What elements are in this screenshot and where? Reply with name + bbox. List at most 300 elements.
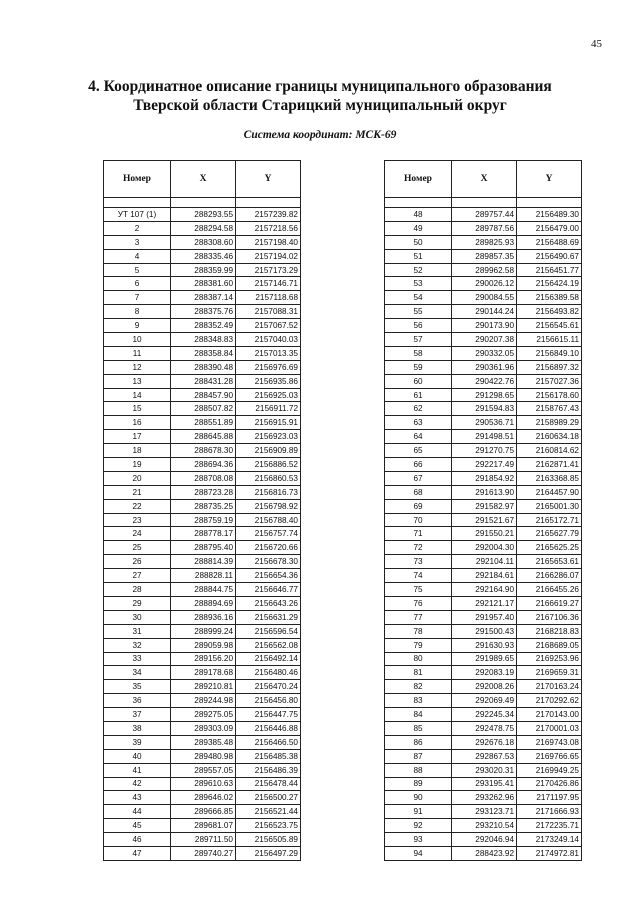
x-coordinate-cell: 288358.84 — [171, 346, 236, 360]
x-coordinate-cell: 291521.67 — [452, 513, 517, 527]
table-row — [385, 791, 582, 805]
y-coordinate-cell: 2156860.53 — [236, 471, 301, 485]
point-number-cell: 24 — [104, 527, 171, 541]
table-row — [104, 721, 301, 735]
point-number-cell: 18 — [104, 444, 171, 458]
x-coordinate-cell: 289610.63 — [171, 777, 236, 791]
x-coordinate-cell: 288936.16 — [171, 610, 236, 624]
y-coordinate-cell: 2166619.27 — [517, 596, 582, 610]
y-coordinate-cell: 2156493.82 — [517, 305, 582, 319]
y-coordinate-cell: 2165172.71 — [517, 513, 582, 527]
table-row — [104, 763, 301, 777]
x-coordinate-cell: 291594.83 — [452, 402, 517, 416]
y-coordinate-cell: 2169659.31 — [517, 666, 582, 680]
y-coordinate-cell: 2157118.68 — [236, 291, 301, 305]
point-number-cell: 15 — [104, 402, 171, 416]
table-row — [104, 805, 301, 819]
x-coordinate-cell: 289244.98 — [171, 694, 236, 708]
page-number: 45 — [591, 38, 602, 50]
x-coordinate-cell: 288390.48 — [171, 360, 236, 374]
y-coordinate-cell: 2156678.30 — [236, 555, 301, 569]
table-row — [385, 527, 582, 541]
table-row — [104, 596, 301, 610]
x-coordinate-cell: 288778.17 — [171, 527, 236, 541]
x-coordinate-cell: 288359.99 — [171, 263, 236, 277]
x-coordinate-cell: 292121.17 — [452, 596, 517, 610]
point-number-cell: 81 — [385, 666, 452, 680]
x-coordinate-cell: 291989.65 — [452, 652, 517, 666]
title-line-1: 4. Координатное описание границы муниципального образования — [88, 78, 552, 95]
table-row — [104, 471, 301, 485]
x-coordinate-cell: 291630.93 — [452, 638, 517, 652]
table-row — [104, 374, 301, 388]
table-row — [385, 749, 582, 763]
y-coordinate-cell: 2165653.61 — [517, 555, 582, 569]
point-number-cell: 48 — [385, 208, 452, 222]
x-coordinate-cell: 291298.65 — [452, 388, 517, 402]
y-coordinate-cell: 2156646.77 — [236, 583, 301, 597]
y-coordinate-cell: 2158989.29 — [517, 416, 582, 430]
point-number-cell: 7 — [104, 291, 171, 305]
y-coordinate-cell: 2156915.91 — [236, 416, 301, 430]
x-coordinate-cell: 291270.75 — [452, 444, 517, 458]
table-row — [104, 444, 301, 458]
x-coordinate-cell: 289711.50 — [171, 833, 236, 847]
y-coordinate-cell: 2170426.86 — [517, 777, 582, 791]
x-coordinate-cell: 288708.08 — [171, 471, 236, 485]
spacer-cell — [452, 198, 517, 208]
table-row — [385, 833, 582, 847]
table-row — [385, 721, 582, 735]
x-coordinate-cell: 289857.35 — [452, 249, 517, 263]
table-row — [104, 291, 301, 305]
x-coordinate-cell: 288431.28 — [171, 374, 236, 388]
y-coordinate-cell: 2168689.05 — [517, 638, 582, 652]
table-header-row — [385, 161, 582, 198]
table-row — [104, 555, 301, 569]
y-coordinate-cell: 2174972.81 — [517, 846, 582, 860]
y-coordinate-cell: 2157013.35 — [236, 346, 301, 360]
y-coordinate-cell: 2156446.88 — [236, 721, 301, 735]
table-row — [104, 652, 301, 666]
y-coordinate-cell: 2156615.11 — [517, 333, 582, 347]
y-coordinate-cell: 2165625.25 — [517, 541, 582, 555]
point-number-cell: 13 — [104, 374, 171, 388]
table-row — [104, 499, 301, 513]
point-number-cell: 42 — [104, 777, 171, 791]
y-coordinate-cell: 2156451.77 — [517, 263, 582, 277]
table-row — [385, 291, 582, 305]
point-number-cell: 35 — [104, 680, 171, 694]
x-coordinate-cell: 288894.69 — [171, 596, 236, 610]
table-row — [104, 541, 301, 555]
x-coordinate-cell: 293020.31 — [452, 763, 517, 777]
point-number-cell: 10 — [104, 333, 171, 347]
x-coordinate-cell: 288678.30 — [171, 444, 236, 458]
x-coordinate-cell: 289385.48 — [171, 735, 236, 749]
table-row — [104, 249, 301, 263]
table-row — [385, 346, 582, 360]
table-row — [104, 666, 301, 680]
point-number-cell: 38 — [104, 721, 171, 735]
point-number-cell: 68 — [385, 485, 452, 499]
y-coordinate-cell: 2169766.65 — [517, 749, 582, 763]
point-number-cell: 87 — [385, 749, 452, 763]
y-coordinate-cell: 2156486.39 — [236, 763, 301, 777]
point-number-cell: 32 — [104, 638, 171, 652]
point-number-cell: 33 — [104, 652, 171, 666]
x-coordinate-cell: 290173.90 — [452, 319, 517, 333]
y-coordinate-cell: 2158767.43 — [517, 402, 582, 416]
table-row — [104, 513, 301, 527]
y-coordinate-cell: 2168218.83 — [517, 624, 582, 638]
y-coordinate-cell: 2156500.27 — [236, 791, 301, 805]
table-row — [104, 708, 301, 722]
table-row — [385, 763, 582, 777]
y-coordinate-cell: 2156492.14 — [236, 652, 301, 666]
x-coordinate-cell: 289757.44 — [452, 208, 517, 222]
table-row — [104, 846, 301, 860]
x-coordinate-cell: 288814.39 — [171, 555, 236, 569]
point-number-cell: 71 — [385, 527, 452, 541]
x-coordinate-cell: 289059.98 — [171, 638, 236, 652]
coordinates-table-right — [384, 160, 582, 861]
x-coordinate-cell: 291498.51 — [452, 430, 517, 444]
x-coordinate-cell: 292069.49 — [452, 694, 517, 708]
y-coordinate-cell: 2169253.96 — [517, 652, 582, 666]
x-coordinate-cell: 289740.27 — [171, 846, 236, 860]
point-number-cell: 69 — [385, 499, 452, 513]
y-coordinate-cell: 2156654.36 — [236, 569, 301, 583]
point-number-cell: 17 — [104, 430, 171, 444]
y-coordinate-cell: 2164457.90 — [517, 485, 582, 499]
x-coordinate-cell: 288348.83 — [171, 333, 236, 347]
point-number-cell: 39 — [104, 735, 171, 749]
y-coordinate-cell: 2157198.40 — [236, 235, 301, 249]
point-number-cell: 9 — [104, 319, 171, 333]
table-row — [104, 346, 301, 360]
table-row — [104, 430, 301, 444]
table-row — [104, 680, 301, 694]
point-number-cell: 64 — [385, 430, 452, 444]
point-number-cell: 59 — [385, 360, 452, 374]
x-coordinate-cell: 291957.40 — [452, 610, 517, 624]
y-coordinate-cell: 2156389.58 — [517, 291, 582, 305]
point-number-cell: 61 — [385, 388, 452, 402]
table-row — [104, 819, 301, 833]
y-coordinate-cell: 2156478.44 — [236, 777, 301, 791]
x-coordinate-cell: 288294.58 — [171, 221, 236, 235]
table-row — [385, 430, 582, 444]
table-row — [385, 249, 582, 263]
table-row — [104, 235, 301, 249]
point-number-cell: 85 — [385, 721, 452, 735]
point-number-cell: 27 — [104, 569, 171, 583]
y-coordinate-cell: 2172235.71 — [517, 819, 582, 833]
table-row — [104, 610, 301, 624]
table-row — [385, 666, 582, 680]
table-row — [104, 416, 301, 430]
y-coordinate-cell: 2157173.29 — [236, 263, 301, 277]
point-number-cell: 84 — [385, 708, 452, 722]
x-coordinate-cell: 291854.92 — [452, 471, 517, 485]
x-coordinate-cell: 288423.92 — [452, 846, 517, 860]
point-number-cell: 50 — [385, 235, 452, 249]
table-row — [104, 485, 301, 499]
table-row — [385, 680, 582, 694]
table-row — [385, 694, 582, 708]
point-number-cell: 2 — [104, 221, 171, 235]
table-row — [104, 583, 301, 597]
x-coordinate-cell: 291613.90 — [452, 485, 517, 499]
table-row — [385, 319, 582, 333]
y-coordinate-cell: 2157239.82 — [236, 208, 301, 222]
y-coordinate-cell: 2156757.74 — [236, 527, 301, 541]
table-row — [104, 305, 301, 319]
point-number-cell: УТ 107 (1) — [104, 208, 171, 222]
point-number-cell: 21 — [104, 485, 171, 499]
y-coordinate-cell: 2157040.03 — [236, 333, 301, 347]
y-coordinate-cell: 2156596.54 — [236, 624, 301, 638]
x-coordinate-cell: 292676.18 — [452, 735, 517, 749]
point-number-cell: 86 — [385, 735, 452, 749]
point-number-cell: 54 — [385, 291, 452, 305]
title-line-2: Тверской области Старицкий муниципальный округ — [133, 97, 507, 114]
y-coordinate-cell: 2157088.31 — [236, 305, 301, 319]
column-header-y: Y — [517, 161, 582, 198]
table-row — [385, 235, 582, 249]
table-row — [385, 471, 582, 485]
y-coordinate-cell: 2156643.26 — [236, 596, 301, 610]
x-coordinate-cell: 288457.90 — [171, 388, 236, 402]
table-row — [385, 388, 582, 402]
table-row — [104, 319, 301, 333]
table-row — [385, 583, 582, 597]
column-header-x: X — [452, 161, 517, 198]
x-coordinate-cell: 290084.55 — [452, 291, 517, 305]
table-header-row — [104, 161, 301, 198]
y-coordinate-cell: 2162871.41 — [517, 458, 582, 472]
x-coordinate-cell: 290026.12 — [452, 277, 517, 291]
point-number-cell: 79 — [385, 638, 452, 652]
x-coordinate-cell: 289275.05 — [171, 708, 236, 722]
spacer-cell — [517, 198, 582, 208]
y-coordinate-cell: 2156976.69 — [236, 360, 301, 374]
x-coordinate-cell: 289303.09 — [171, 721, 236, 735]
point-number-cell: 89 — [385, 777, 452, 791]
point-number-cell: 94 — [385, 846, 452, 860]
x-coordinate-cell: 289666.85 — [171, 805, 236, 819]
point-number-cell: 90 — [385, 791, 452, 805]
x-coordinate-cell: 289646.02 — [171, 791, 236, 805]
point-number-cell: 3 — [104, 235, 171, 249]
y-coordinate-cell: 2157067.52 — [236, 319, 301, 333]
point-number-cell: 76 — [385, 596, 452, 610]
y-coordinate-cell: 2156897.32 — [517, 360, 582, 374]
y-coordinate-cell: 2156562.08 — [236, 638, 301, 652]
point-number-cell: 29 — [104, 596, 171, 610]
x-coordinate-cell: 288735.25 — [171, 499, 236, 513]
spacer-cell — [104, 198, 171, 208]
point-number-cell: 20 — [104, 471, 171, 485]
x-coordinate-cell: 288381.60 — [171, 277, 236, 291]
x-coordinate-cell: 288375.76 — [171, 305, 236, 319]
table-row — [104, 458, 301, 472]
table-row — [104, 277, 301, 291]
table-row — [385, 305, 582, 319]
point-number-cell: 36 — [104, 694, 171, 708]
y-coordinate-cell: 2156466.50 — [236, 735, 301, 749]
point-number-cell: 28 — [104, 583, 171, 597]
y-coordinate-cell: 2156788.40 — [236, 513, 301, 527]
y-coordinate-cell: 2171666.93 — [517, 805, 582, 819]
x-coordinate-cell: 289825.93 — [452, 235, 517, 249]
point-number-cell: 45 — [104, 819, 171, 833]
table-spacer-row — [104, 198, 301, 208]
y-coordinate-cell: 2156480.46 — [236, 666, 301, 680]
x-coordinate-cell: 291500.43 — [452, 624, 517, 638]
document-title — [0, 77, 640, 115]
x-coordinate-cell: 290422.76 — [452, 374, 517, 388]
y-coordinate-cell: 2156505.89 — [236, 833, 301, 847]
y-coordinate-cell: 2170143.00 — [517, 708, 582, 722]
table-row — [385, 402, 582, 416]
spacer-cell — [385, 198, 452, 208]
x-coordinate-cell: 289480.98 — [171, 749, 236, 763]
table-row — [385, 596, 582, 610]
x-coordinate-cell: 288759.19 — [171, 513, 236, 527]
x-coordinate-cell: 289156.20 — [171, 652, 236, 666]
y-coordinate-cell: 2156424.19 — [517, 277, 582, 291]
x-coordinate-cell: 288308.60 — [171, 235, 236, 249]
table-row — [385, 624, 582, 638]
x-coordinate-cell: 288352.49 — [171, 319, 236, 333]
x-coordinate-cell: 288694.36 — [171, 458, 236, 472]
point-number-cell: 11 — [104, 346, 171, 360]
point-number-cell: 23 — [104, 513, 171, 527]
point-number-cell: 43 — [104, 791, 171, 805]
table-row — [385, 819, 582, 833]
y-coordinate-cell: 2156935.86 — [236, 374, 301, 388]
table-row — [104, 791, 301, 805]
y-coordinate-cell: 2157218.56 — [236, 221, 301, 235]
y-coordinate-cell: 2156849.10 — [517, 346, 582, 360]
point-number-cell: 52 — [385, 263, 452, 277]
point-number-cell: 93 — [385, 833, 452, 847]
point-number-cell: 5 — [104, 263, 171, 277]
point-number-cell: 65 — [385, 444, 452, 458]
table-row — [385, 208, 582, 222]
x-coordinate-cell: 288293.55 — [171, 208, 236, 222]
point-number-cell: 26 — [104, 555, 171, 569]
table-row — [385, 458, 582, 472]
point-number-cell: 16 — [104, 416, 171, 430]
table-row — [385, 610, 582, 624]
point-number-cell: 78 — [385, 624, 452, 638]
x-coordinate-cell: 288507.82 — [171, 402, 236, 416]
table-row — [104, 569, 301, 583]
y-coordinate-cell: 2170163.24 — [517, 680, 582, 694]
y-coordinate-cell: 2163368.85 — [517, 471, 582, 485]
y-coordinate-cell: 2165627.79 — [517, 527, 582, 541]
point-number-cell: 44 — [104, 805, 171, 819]
table-row — [104, 638, 301, 652]
table-row — [104, 402, 301, 416]
point-number-cell: 6 — [104, 277, 171, 291]
point-number-cell: 30 — [104, 610, 171, 624]
x-coordinate-cell: 288387.14 — [171, 291, 236, 305]
table-row — [385, 652, 582, 666]
y-coordinate-cell: 2169743.08 — [517, 735, 582, 749]
table-row — [104, 388, 301, 402]
y-coordinate-cell: 2157194.02 — [236, 249, 301, 263]
y-coordinate-cell: 2156886.52 — [236, 458, 301, 472]
y-coordinate-cell: 2173249.14 — [517, 833, 582, 847]
point-number-cell: 91 — [385, 805, 452, 819]
table-row — [104, 833, 301, 847]
y-coordinate-cell: 2166286.07 — [517, 569, 582, 583]
x-coordinate-cell: 289962.58 — [452, 263, 517, 277]
point-number-cell: 83 — [385, 694, 452, 708]
y-coordinate-cell: 2156488.69 — [517, 235, 582, 249]
table-row — [385, 638, 582, 652]
x-coordinate-cell: 290207.38 — [452, 333, 517, 347]
point-number-cell: 73 — [385, 555, 452, 569]
column-header-x: X — [171, 161, 236, 198]
x-coordinate-cell: 288723.28 — [171, 485, 236, 499]
column-header-y: Y — [236, 161, 301, 198]
point-number-cell: 57 — [385, 333, 452, 347]
point-number-cell: 62 — [385, 402, 452, 416]
y-coordinate-cell: 2167106.36 — [517, 610, 582, 624]
y-coordinate-cell: 2156490.67 — [517, 249, 582, 263]
table-row — [385, 569, 582, 583]
x-coordinate-cell: 289557.05 — [171, 763, 236, 777]
point-number-cell: 55 — [385, 305, 452, 319]
point-number-cell: 8 — [104, 305, 171, 319]
x-coordinate-cell: 290361.96 — [452, 360, 517, 374]
x-coordinate-cell: 291582.97 — [452, 499, 517, 513]
x-coordinate-cell: 292184.61 — [452, 569, 517, 583]
y-coordinate-cell: 2156911.72 — [236, 402, 301, 416]
y-coordinate-cell: 2156489.30 — [517, 208, 582, 222]
table-row — [385, 263, 582, 277]
y-coordinate-cell: 2156470.24 — [236, 680, 301, 694]
y-coordinate-cell: 2157146.71 — [236, 277, 301, 291]
x-coordinate-cell: 292004.30 — [452, 541, 517, 555]
y-coordinate-cell: 2156923.03 — [236, 430, 301, 444]
point-number-cell: 19 — [104, 458, 171, 472]
table-row — [385, 708, 582, 722]
x-coordinate-cell: 290536.71 — [452, 416, 517, 430]
table-row — [385, 805, 582, 819]
y-coordinate-cell: 2165001.30 — [517, 499, 582, 513]
y-coordinate-cell: 2156521.44 — [236, 805, 301, 819]
table-row — [104, 694, 301, 708]
coordinate-system-caption: Система координат: МСК-69 — [243, 129, 397, 141]
y-coordinate-cell: 2156720.66 — [236, 541, 301, 555]
table-row — [104, 333, 301, 347]
y-coordinate-cell: 2157027.36 — [517, 374, 582, 388]
table-row — [104, 263, 301, 277]
y-coordinate-cell: 2160634.18 — [517, 430, 582, 444]
x-coordinate-cell: 289210.81 — [171, 680, 236, 694]
point-number-cell: 63 — [385, 416, 452, 430]
point-number-cell: 88 — [385, 763, 452, 777]
point-number-cell: 41 — [104, 763, 171, 777]
table-row — [385, 735, 582, 749]
y-coordinate-cell: 2156479.00 — [517, 221, 582, 235]
